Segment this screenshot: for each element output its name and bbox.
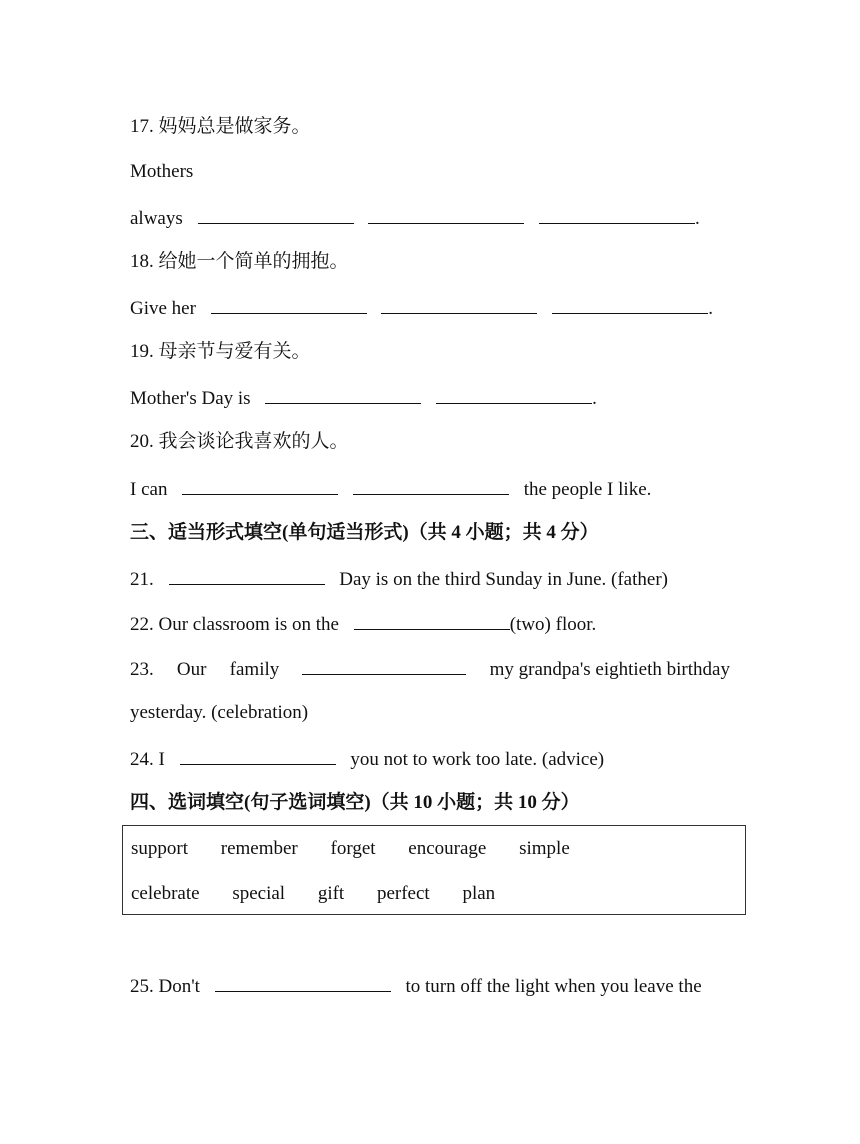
q19-start: Mother's Day is <box>130 388 251 409</box>
section4-heading: 四、选词填空(句子选词填空)（共 10 小题；共 10 分） <box>130 792 580 813</box>
answer-blank[interactable] <box>368 205 524 224</box>
word-bank-word: gift <box>317 883 345 904</box>
answer-blank[interactable] <box>265 385 421 404</box>
q17-prompt: 17. 妈妈总是做家务。 <box>130 116 311 137</box>
q23-w2: Our <box>176 659 207 680</box>
answer-blank[interactable] <box>180 746 336 765</box>
q20-line <box>130 476 651 502</box>
q24-start: 24. I <box>130 749 165 770</box>
q19-line <box>130 385 597 411</box>
q25-line <box>130 973 702 999</box>
q17-line1: Mothers <box>130 161 194 182</box>
q23-w3: family <box>229 659 280 680</box>
q17-start: always <box>130 208 183 229</box>
q18-line <box>130 295 713 321</box>
answer-blank[interactable] <box>552 295 708 314</box>
word-bank-word: remember <box>220 838 298 859</box>
word-bank-word: celebrate <box>131 883 200 904</box>
answer-blank[interactable] <box>211 295 367 314</box>
answer-blank[interactable] <box>381 295 537 314</box>
q23-end: my grandpa's eightieth birthday <box>489 659 730 680</box>
answer-blank[interactable] <box>539 205 695 224</box>
q20-start: I can <box>130 479 168 500</box>
word-bank-word: support <box>131 838 188 859</box>
q22-line <box>130 611 596 637</box>
q18-prompt: 18. 给她一个简单的拥抱。 <box>130 251 349 272</box>
answer-blank[interactable] <box>354 611 510 630</box>
word-bank-word: special <box>232 883 286 904</box>
q19-end: . <box>592 388 597 409</box>
word-bank-word: simple <box>519 838 570 859</box>
word-bank-word: encourage <box>408 838 487 859</box>
word-bank-row-2 <box>131 883 523 905</box>
q23-w1: 23. <box>130 659 154 680</box>
section3-heading: 三、适当形式填空(单句适当形式)（共 4 小题；共 4 分） <box>130 522 599 543</box>
word-bank-box <box>122 825 746 915</box>
q17-line2 <box>130 205 700 231</box>
answer-blank[interactable] <box>169 566 325 585</box>
answer-blank[interactable] <box>436 385 592 404</box>
q18-start: Give her <box>130 298 196 319</box>
q20-end: the people I like. <box>523 479 652 500</box>
word-bank-word: perfect <box>376 883 430 904</box>
q23-line1 <box>130 656 730 682</box>
q22-start: 22. Our classroom is on the <box>130 614 339 635</box>
q21-line <box>130 566 668 592</box>
q18-end: . <box>708 298 713 319</box>
q17-end: . <box>695 208 700 229</box>
word-bank-word: forget <box>330 838 376 859</box>
answer-blank[interactable] <box>182 476 338 495</box>
answer-blank[interactable] <box>198 205 354 224</box>
q19-prompt: 19. 母亲节与爱有关。 <box>130 341 311 362</box>
q25-start: 25. Don't <box>130 976 200 997</box>
word-bank-word: plan <box>462 883 496 904</box>
q21-start: 21. <box>130 569 154 590</box>
q22-end: (two) floor. <box>509 614 597 635</box>
q24-end: you not to work too late. (advice) <box>350 749 605 770</box>
word-bank-row-1 <box>131 838 598 860</box>
q20-prompt: 20. 我会谈论我喜欢的人。 <box>130 431 349 452</box>
q24-line <box>130 746 604 772</box>
q25-end: to turn off the light when you leave the <box>405 976 702 997</box>
answer-blank[interactable] <box>302 656 466 675</box>
q21-end: Day is on the third Sunday in June. (father) <box>339 569 668 590</box>
q23-line2: yesterday. (celebration) <box>130 702 309 723</box>
answer-blank[interactable] <box>353 476 509 495</box>
answer-blank[interactable] <box>215 973 391 992</box>
